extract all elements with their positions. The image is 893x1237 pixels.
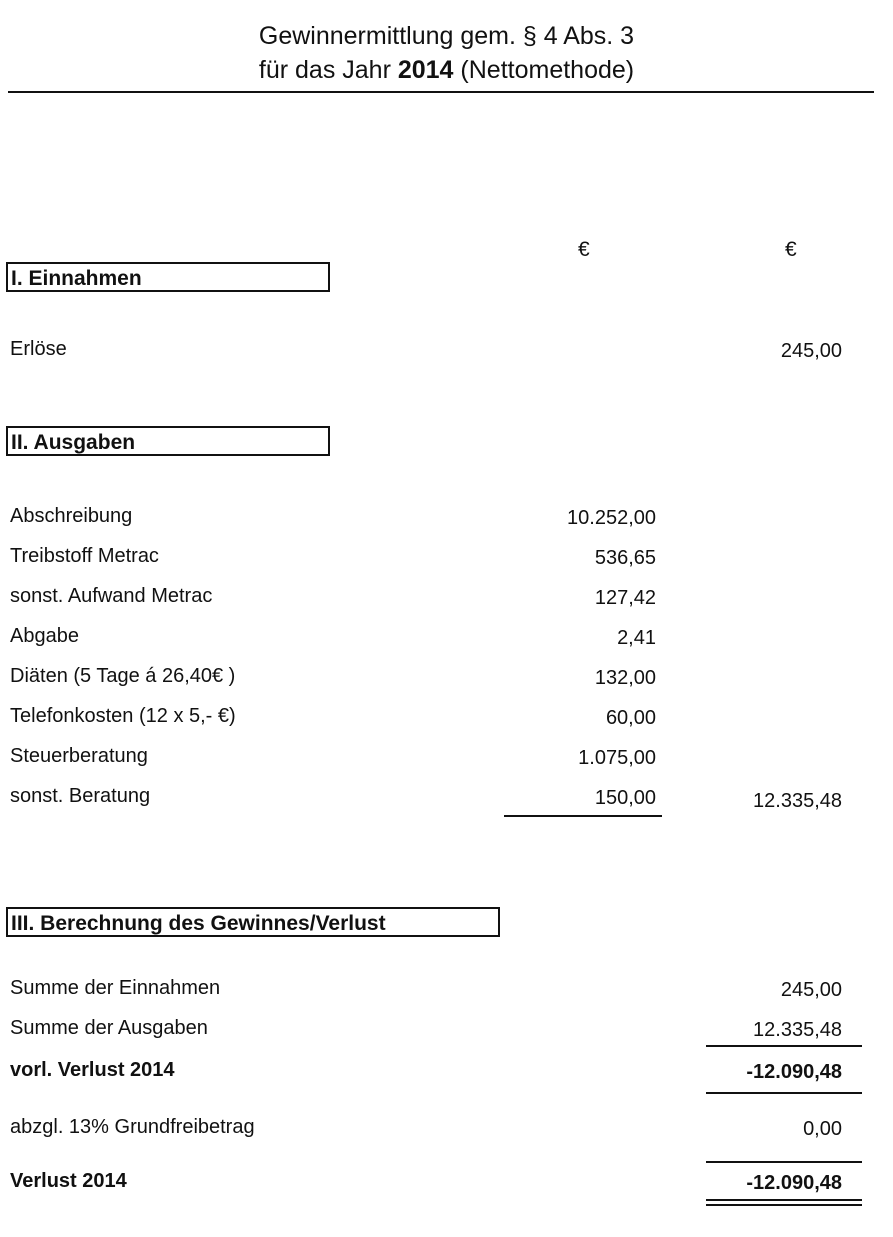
ausgaben-label: Abschreibung xyxy=(10,505,133,527)
summe-ausgaben-label: Summe der Ausgaben xyxy=(10,1017,208,1039)
ausgaben-label: Treibstoff Metrac xyxy=(10,545,159,567)
ausgaben-label: sonst. Aufwand Metrac xyxy=(10,585,213,607)
vorl-verlust-rule xyxy=(706,1092,862,1094)
section-berechnung-heading: III. Berechnung des Gewinnes/Verlust xyxy=(6,907,500,937)
ausgaben-value: 132,00 xyxy=(594,667,656,689)
ausgaben-label: Telefonkosten (12 x 5,- €) xyxy=(10,705,236,727)
ausgaben-value: 1.075,00 xyxy=(578,747,656,769)
summe-einnahmen-value: 245,00 xyxy=(780,979,842,1001)
ausgaben-value: 60,00 xyxy=(605,707,656,729)
ausgaben-label: Diäten (5 Tage á 26,40€ ) xyxy=(10,665,236,687)
ausgaben-subtotal-rule xyxy=(504,815,662,817)
section-ausgaben-heading: II. Ausgaben xyxy=(6,426,330,456)
einnahmen-label-erloese: Erlöse xyxy=(10,338,67,360)
ausgaben-value: 2,41 xyxy=(617,627,656,649)
ausgaben-value: 536,65 xyxy=(594,547,656,569)
vorl-verlust-label: vorl. Verlust 2014 xyxy=(10,1059,175,1081)
summe-einnahmen-label: Summe der Einnahmen xyxy=(10,977,221,999)
ausgaben-value: 150,00 xyxy=(594,787,656,809)
ausgaben-value: 10.252,00 xyxy=(567,507,656,529)
verlust-double-rule-2 xyxy=(706,1204,862,1206)
vorl-verlust-value: -12.090,48 xyxy=(746,1061,842,1083)
ausgaben-label: Abgabe xyxy=(10,625,79,647)
verlust-double-rule-1 xyxy=(706,1199,862,1201)
verlust-top-rule xyxy=(706,1161,862,1163)
summe-ausgaben-value: 12.335,48 xyxy=(753,1019,842,1041)
subtitle-suffix: (Nettomethode) xyxy=(453,56,635,84)
verlust-value: -12.090,48 xyxy=(746,1172,842,1194)
ausgaben-value: 127,42 xyxy=(594,587,656,609)
currency-header-col2: € xyxy=(785,238,797,261)
title-underline xyxy=(8,91,874,93)
verlust-label: Verlust 2014 xyxy=(10,1170,127,1192)
document-subtitle xyxy=(0,56,893,85)
ausgaben-label: Steuerberatung xyxy=(10,745,148,767)
ausgaben-label: sonst. Beratung xyxy=(10,785,151,807)
section-einnahmen-heading: I. Einnahmen xyxy=(6,262,330,292)
document-title: Gewinnermittlung gem. § 4 Abs. 3 xyxy=(258,22,635,50)
einnahmen-total-erloese: 245,00 xyxy=(780,340,842,362)
grundfreibetrag-value: 0,00 xyxy=(803,1118,842,1140)
currency-header-col1: € xyxy=(578,238,590,261)
subtitle-prefix: für das Jahr xyxy=(258,56,398,84)
ausgaben-total: 12.335,48 xyxy=(753,790,842,812)
grundfreibetrag-label: abzgl. 13% Grundfreibetrag xyxy=(10,1116,255,1138)
subtitle-year: 2014 xyxy=(397,56,454,84)
summe-rule xyxy=(706,1045,862,1047)
